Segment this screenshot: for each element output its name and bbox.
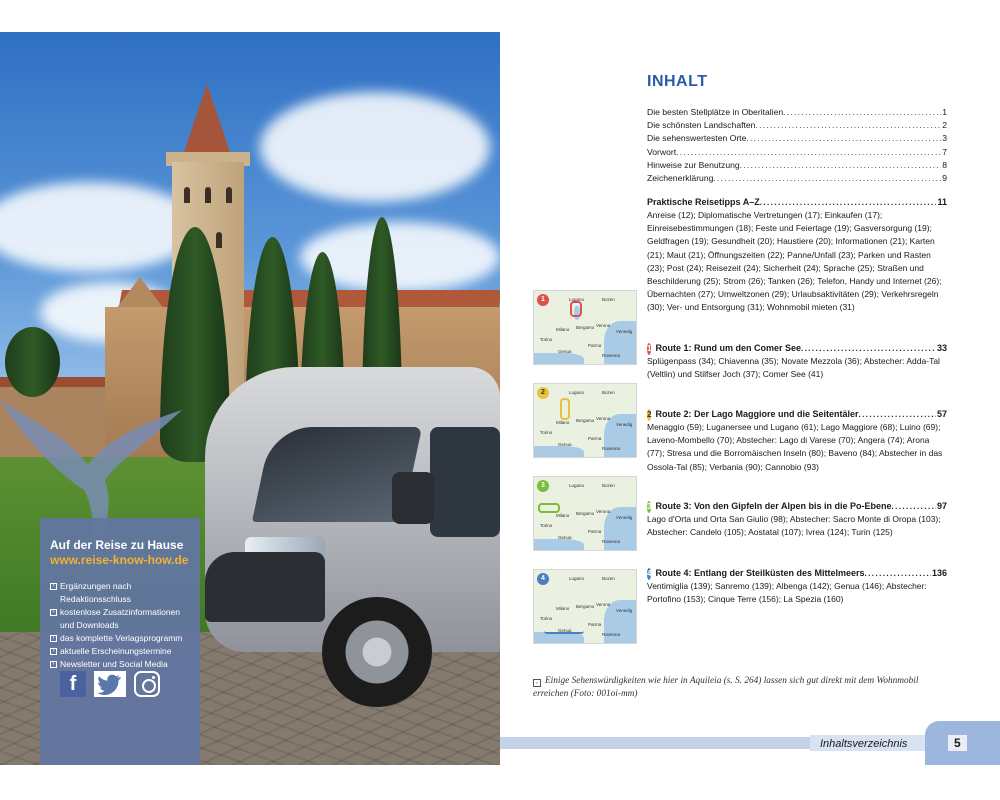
route-number-badge: 2 (647, 409, 652, 419)
route-number-badge: 3 (537, 480, 549, 492)
toc-entry[interactable]: Die sehenswertesten Orte . . . 3 (647, 132, 947, 145)
info-list-item: › Ergänzungen nach Redaktionsschluss (50, 580, 190, 606)
route-number-badge: 4 (537, 573, 549, 585)
photo-caption: ‹ Einige Sehenswürdigkeiten wie hier in Aquileia (s. S. 264) lassen sich gut direkt mit dem Wohnmobil erreichen (Foto: 001oi-mm) (533, 676, 919, 699)
facebook-icon[interactable]: f (60, 671, 86, 697)
page-number: 5 (948, 735, 967, 751)
page-title: INHALT (647, 73, 708, 90)
route-map-3: Lugano Bozen Milano Bergamo Verona Venedig Torino Genua Parma Ravenna 3 (533, 476, 637, 551)
toc-section-route-2 (647, 408, 947, 474)
section-topics: Anreise (12); Diplomatische Vertretungen (17); Einkaufen (17); Einreisebestimmungen (18); Feste und Feiertage (19); Gasversorgung (19); Geldfragen (19); Gesundheit (20); Haustiere (20); Informationen (21); Karten (21); Maut (21); Öffnungszeiten (22); Panne/Unfall (23); Parken und Rasten (23); Post (24); Reisezeit (24); Sicherheit (24); Sprache (25); Straßen und Beschilderung (25); Strom (26); Tanken (26); Telefon, Handy und Internet (26); Übernachten (27); Umweltzonen (29); Urlaubsaktivitäten (29); Verkehrsregeln (30); Ver- und Entsorgung (31); Wohnmobil mieten (31) (647, 210, 942, 313)
info-list-item: › aktuelle Erscheinungstermine (50, 645, 190, 658)
info-list-item: › das komplette Verlagsprogramm (50, 632, 190, 645)
section-topics: Menaggio (59); Luganersee und Lugano (61); Lago Maggiore (68); Luino (69); Laveno-Mombello (70); Abstecher: Lago di Varese (70); Angera (74); Arona (77); Stresa und die Borromäischen Inseln (80); Baveno (84); Abstecher in das Ossola-Tal (85); Verbania (90); Cannobio (93) (647, 422, 943, 472)
bullet-icon: › (50, 635, 57, 642)
publisher-info-box (40, 518, 200, 765)
section-heading[interactable]: 1 Route 1: Rund um den Comer See . . . 33 (647, 342, 947, 355)
route-number-badge: 2 (537, 387, 549, 399)
toc-entry[interactable]: Die schönsten Landschaften . . . 2 (647, 119, 947, 132)
twitter-icon[interactable] (94, 671, 126, 697)
info-list-item: › Newsletter und Social Media (50, 658, 190, 671)
bullet-icon: › (50, 609, 57, 616)
footer-section-label: Inhaltsverzeichnis (820, 738, 908, 750)
section-topics: Ventimiglia (139); Sanremo (139); Albenga (142); Genua (146); Abstecher: Portofino (153); Cinque Terre (156); La Spezia (160) (647, 581, 927, 605)
route-number-badge: 1 (537, 294, 549, 306)
toc-section-route-1 (647, 342, 947, 381)
bullet-icon: › (50, 583, 57, 590)
info-list (50, 580, 190, 671)
toc-section-route-3 (647, 500, 947, 539)
route-number-badge: 4 (647, 568, 652, 578)
section-topics: Splügenpass (34); Chiavenna (35); Novate Mezzola (36); Abstecher: Adda-Tal (Veltlin) und Stilfser Joch (37); Comer See (41) (647, 356, 940, 380)
route-number-badge: 3 (647, 501, 652, 511)
social-links (60, 671, 160, 697)
caption-arrow-icon: ‹ (533, 679, 541, 687)
section-topics: Lago d'Orta und Orta San Giulio (98); Abstecher: Sacro Monte di Oropa (103); Abstecher: Candelo (105); Aostatal (107); Ivrea (124); Turin (125) (647, 514, 941, 538)
toc-entry[interactable]: Hinweise zur Benutzung . . . 8 (647, 159, 947, 172)
toc-front-matter (647, 106, 947, 185)
info-box-title: Auf der Reise zu Hause (50, 538, 184, 552)
toc-entry[interactable]: Die besten Stellplätze in Oberitalien . . . 1 (647, 106, 947, 119)
section-heading[interactable]: 4 Route 4: Entlang der Steilküsten des Mittelmeers . . . 136 (647, 567, 947, 580)
instagram-icon[interactable] (134, 671, 160, 697)
bullet-icon: › (50, 661, 57, 668)
route-map-1: Lugano Bozen Milano Bergamo Verona Venedig Torino Genua Parma Ravenna 1 (533, 290, 637, 365)
publisher-url-link[interactable]: www.reise-know-how.de (50, 553, 189, 567)
toc-section-reisetipps (647, 196, 947, 315)
section-heading[interactable]: 3 Route 3: Von den Gipfeln der Alpen bis in die Po-Ebene . . . 97 (647, 500, 947, 513)
info-list-item: › kostenlose Zusatzinformationen und Downloads (50, 606, 190, 632)
section-heading[interactable]: Praktische Reisetipps A–Z . . . 11 (647, 196, 947, 209)
toc-entry[interactable]: Vorwort . . . 7 (647, 146, 947, 159)
route-map-4: Lugano Bozen Milano Bergamo Verona Venedig Torino Genua Parma Ravenna 4 (533, 569, 637, 644)
van-wheel (322, 597, 432, 707)
toc-section-route-4 (647, 567, 947, 606)
route-number-badge: 1 (647, 343, 652, 353)
bullet-icon: › (50, 648, 57, 655)
section-heading[interactable]: 2 Route 2: Der Lago Maggiore und die Seitentäler . . . 57 (647, 408, 947, 421)
toc-entry[interactable]: Zeichenerklärung . . . 9 (647, 172, 947, 185)
route-map-2: Lugano Bozen Milano Bergamo Verona Venedig Torino Genua Parma Ravenna 2 (533, 383, 637, 458)
